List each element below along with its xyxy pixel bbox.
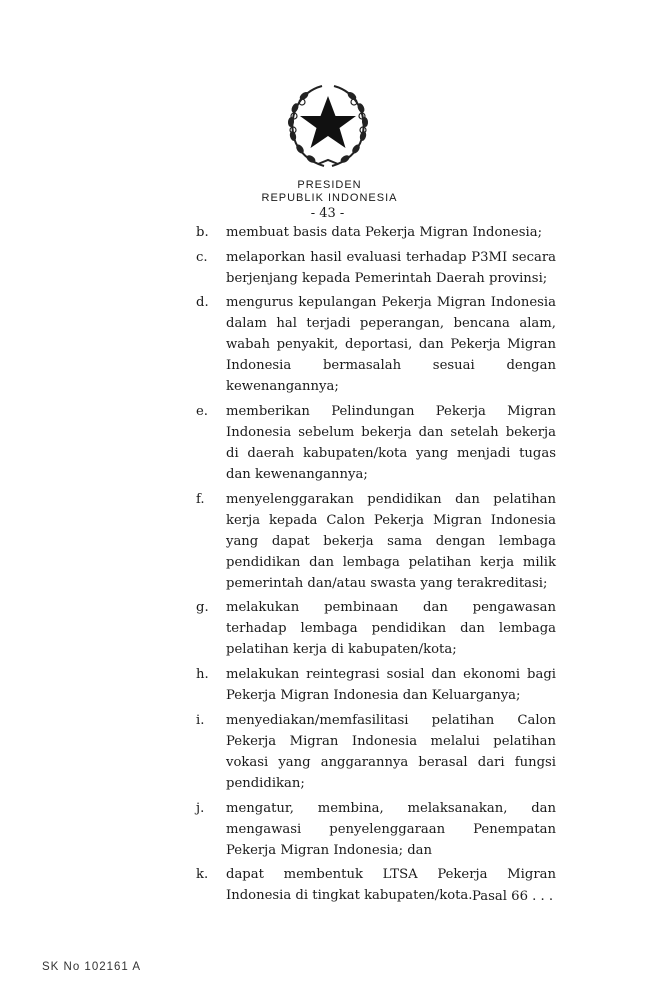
list-text: mengurus kepulangan Pekerja Migran Indonesia dalam hal terjadi peperangan, bencana alam, wabah penyakit, deportasi, dan Pekerja Migran Indonesia bermasalah sesuai dengan kewenangannya; bbox=[226, 295, 556, 395]
sk-number: SK No 102161 A bbox=[42, 961, 142, 973]
list-marker: d. bbox=[196, 295, 209, 311]
list-marker: g. bbox=[196, 600, 209, 616]
list-marker: f. bbox=[196, 491, 205, 507]
list-text: membuat basis data Pekerja Migran Indonesia; bbox=[226, 225, 543, 240]
list-marker: j. bbox=[196, 800, 205, 816]
list-text: melaporkan hasil evaluasi terhadap P3MI secara berjenjang kepada Pemerintah Daerah provinsi; bbox=[226, 249, 556, 286]
next-page-reference: Pasal 66 . . . bbox=[472, 889, 554, 904]
clause-list bbox=[196, 222, 556, 910]
list-marker: k. bbox=[196, 867, 209, 883]
list-item bbox=[196, 798, 556, 861]
list-text: memberikan Pelindungan Pekerja Migran Indonesia sebelum bekerja dan setelah bekerja di daerah kabupaten/kota yang menjadi tugas dan kewenangannya; bbox=[226, 404, 556, 483]
list-item bbox=[196, 664, 556, 706]
page-number: - 43 - bbox=[310, 206, 345, 221]
presidential-seal-icon bbox=[282, 78, 374, 170]
list-item bbox=[196, 401, 556, 485]
list-text: dapat membentuk LTSA Pekerja Migran Indonesia di tingkat kabupaten/kota. bbox=[226, 867, 556, 904]
list-item bbox=[196, 292, 556, 397]
list-marker: i. bbox=[196, 712, 205, 728]
list-item bbox=[196, 597, 556, 660]
list-text: menyediakan/memfasilitasi pelatihan Calon Pekerja Migran Indonesia melalui pelatihan vokasi yang anggarannya berasal dari fungsi pendidikan; bbox=[226, 712, 556, 791]
list-text: mengatur, membina, melaksanakan, dan mengawasi penyelenggaraan Penempatan Pekerja Migran Indonesia; dan bbox=[226, 800, 556, 858]
list-item bbox=[196, 222, 556, 243]
list-text: menyelenggarakan pendidikan dan pelatihan kerja kepada Calon Pekerja Migran Indonesia yang dapat bekerja sama dengan lembaga pendidikan dan lembaga pelatihan kerja milik pemerintah dan/atau swasta yang terakreditasi; bbox=[226, 491, 556, 591]
list-marker: b. bbox=[196, 225, 209, 240]
list-text: melakukan pembinaan dan pengawasan terhadap lembaga pendidikan dan lembaga pelatihan kerja di kabupaten/kota; bbox=[226, 600, 556, 658]
list-text: melakukan reintegrasi sosial dan ekonomi bagi Pekerja Migran Indonesia dan Keluarganya; bbox=[226, 667, 556, 704]
list-marker: c. bbox=[196, 249, 208, 265]
list-item bbox=[196, 489, 556, 594]
list-marker: e. bbox=[196, 404, 208, 420]
header-subtitle: REPUBLIK INDONESIA bbox=[261, 192, 398, 204]
header-title: PRESIDEN bbox=[297, 179, 362, 191]
list-item bbox=[196, 247, 556, 289]
list-marker: h. bbox=[196, 667, 209, 683]
list-item bbox=[196, 710, 556, 794]
